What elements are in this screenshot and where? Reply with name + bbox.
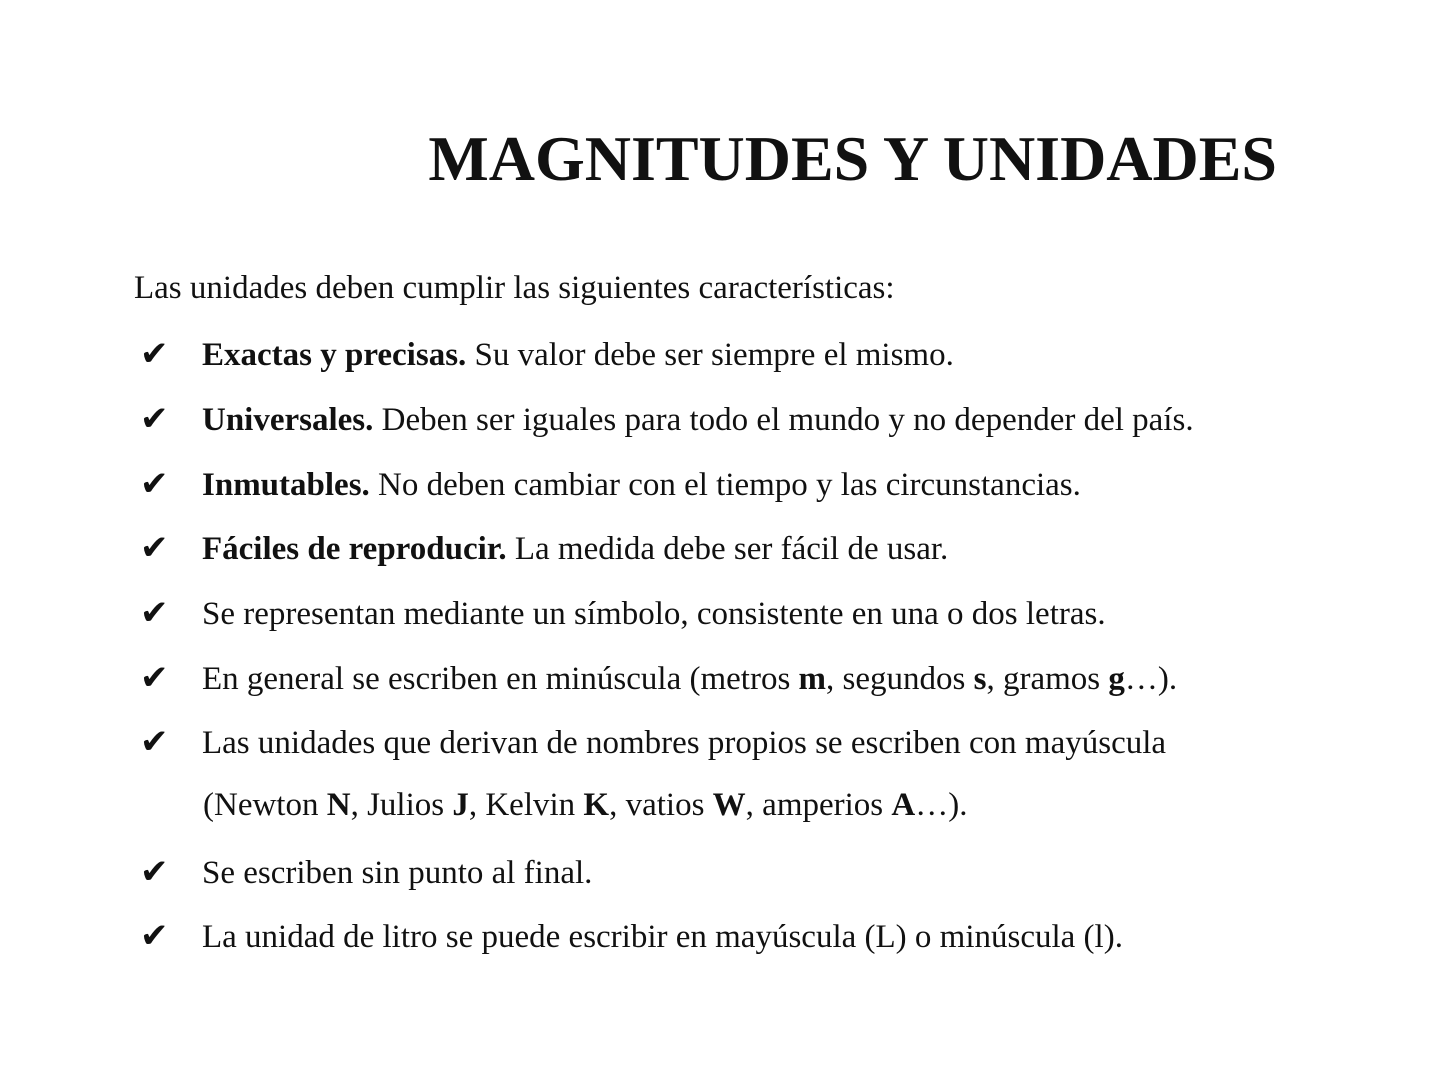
item-text: [202, 337, 954, 373]
text-part: …).: [915, 787, 968, 823]
unit-symbol: m: [798, 661, 827, 697]
item-text: [202, 531, 948, 567]
unit-symbol: K: [583, 787, 610, 823]
unit-symbol: s: [973, 661, 987, 697]
check-icon: ✔: [140, 528, 169, 568]
unit-symbol: W: [712, 787, 746, 823]
text-part: , gramos: [986, 661, 1109, 697]
check-icon: ✔: [140, 852, 169, 892]
item-text: [202, 402, 1194, 438]
list-item: [140, 528, 948, 568]
page-title: MAGNITUDES Y UNIDADES: [428, 123, 1277, 194]
list-item: [140, 722, 1166, 762]
unit-symbol: g: [1108, 661, 1125, 697]
check-icon: ✔: [140, 464, 169, 504]
check-icon: ✔: [140, 399, 169, 439]
item-description: La medida debe ser fácil de usar.: [506, 531, 949, 567]
item-description: Las unidades que derivan de nombres propios se escriben con mayúscula: [202, 725, 1167, 761]
unit-symbol: N: [326, 787, 351, 823]
text-part: , Julios: [350, 787, 453, 823]
list-item: [140, 658, 1177, 698]
intro-text: Las unidades deben cumplir las siguientes características:: [134, 270, 895, 306]
text-part: , vatios: [609, 787, 713, 823]
item-heading: Universales.: [202, 402, 374, 438]
text-part: , Kelvin: [468, 787, 584, 823]
text-part: …).: [1124, 661, 1178, 697]
item-description: Se escriben sin punto al final.: [202, 855, 593, 891]
item-heading: Inmutables.: [202, 467, 370, 503]
item-text: [202, 467, 1081, 503]
item-text: [202, 855, 592, 891]
text-part: , amperios: [745, 787, 892, 823]
check-icon: ✔: [140, 658, 169, 698]
item-text: [202, 919, 1123, 955]
list-item: [140, 593, 1106, 633]
item-description: Su valor debe ser siempre el mismo.: [466, 337, 954, 373]
list-item: [140, 916, 1123, 956]
item-description: No deben cambiar con el tiempo y las circunstancias.: [369, 467, 1081, 503]
item-text: [202, 725, 1166, 761]
item-continuation: [203, 787, 967, 824]
list-item: [140, 852, 592, 892]
check-icon: ✔: [140, 722, 169, 762]
item-description: La unidad de litro se puede escribir en mayúscula (L) o minúscula (l).: [202, 919, 1123, 955]
list-item: [140, 399, 1194, 439]
check-icon: ✔: [140, 916, 169, 956]
text-part: (Newton: [203, 787, 327, 823]
check-icon: ✔: [140, 334, 169, 374]
list-item: [140, 334, 954, 374]
item-text: [202, 596, 1106, 632]
item-description: Deben ser iguales para todo el mundo y no depender del país.: [373, 402, 1194, 438]
item-text: [202, 661, 1177, 697]
unit-symbol: A: [891, 787, 916, 823]
text-part: En general se escriben en minúscula (metros: [202, 661, 799, 697]
check-icon: ✔: [140, 593, 169, 633]
list-item: [140, 464, 1081, 504]
item-heading: Exactas y precisas.: [202, 337, 467, 373]
unit-symbol: J: [452, 787, 469, 823]
text-part: , segundos: [826, 661, 974, 697]
item-heading: Fáciles de reproducir.: [202, 531, 507, 567]
item-description: Se representan mediante un símbolo, consistente en una o dos letras.: [202, 596, 1106, 632]
